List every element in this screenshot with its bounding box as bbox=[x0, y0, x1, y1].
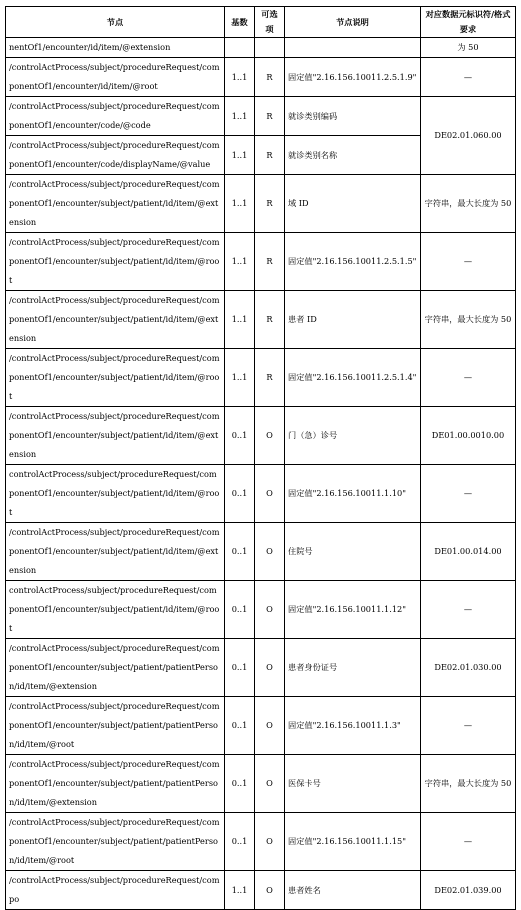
standard-cell: DE01.00.014.00 bbox=[421, 523, 516, 581]
cardinality-cell: 0..1 bbox=[225, 697, 255, 755]
description-cell: 固定值"2.16.156.10011.2.5.1.4" bbox=[285, 349, 421, 407]
optional-cell: O bbox=[255, 523, 285, 581]
cardinality-cell: 0..1 bbox=[225, 813, 255, 871]
optional-cell: O bbox=[255, 755, 285, 813]
standard-cell: 为 50 bbox=[421, 38, 516, 58]
header-standard: 对应数据元标识符/格式要求 bbox=[421, 7, 516, 38]
node-path-cell: /controlActProcess/subject/procedureRequest/componentOf1/encounter/code/displayName/@value bbox=[6, 136, 225, 175]
standard-cell: 字符串，最大长度为 50 bbox=[421, 175, 516, 233]
table-row bbox=[6, 291, 516, 349]
table-row bbox=[6, 233, 516, 291]
cardinality-cell: 0..1 bbox=[225, 407, 255, 465]
optional-cell bbox=[255, 38, 285, 58]
table-row bbox=[6, 813, 516, 871]
description-cell: 固定值"2.16.156.10011.2.5.1.9" bbox=[285, 58, 421, 97]
optional-cell: O bbox=[255, 639, 285, 697]
description-cell: 固定值"2.16.156.10011.1.10" bbox=[285, 465, 421, 523]
cardinality-cell: 1..1 bbox=[225, 871, 255, 910]
cardinality-cell: 0..1 bbox=[225, 465, 255, 523]
cardinality-cell: 1..1 bbox=[225, 291, 255, 349]
header-optional: 可选项 bbox=[255, 7, 285, 38]
optional-cell: O bbox=[255, 581, 285, 639]
optional-cell: R bbox=[255, 175, 285, 233]
node-path-cell: /controlActProcess/subject/procedureRequest/componentOf1/encounter/subject/patient/patientPerson/id/item/@root bbox=[6, 697, 225, 755]
standard-cell: — bbox=[421, 58, 516, 97]
table-row bbox=[6, 755, 516, 813]
table-row bbox=[6, 523, 516, 581]
table-row bbox=[6, 465, 516, 523]
node-path-cell: /controlActProcess/subject/procedureRequest/componentOf1/encounter/subject/patient/id/item/@extension bbox=[6, 175, 225, 233]
cardinality-cell: 1..1 bbox=[225, 349, 255, 407]
description-cell: 固定值"2.16.156.10011.1.3" bbox=[285, 697, 421, 755]
node-path-cell: /controlActProcess/subject/procedureRequest/componentOf1/encounter/subject/patient/patientPerson/id/item/@root bbox=[6, 813, 225, 871]
description-cell bbox=[285, 38, 421, 58]
table-row bbox=[6, 581, 516, 639]
cardinality-cell bbox=[225, 38, 255, 58]
table-row bbox=[6, 871, 516, 910]
node-path-cell: /controlActProcess/subject/procedureRequest/componentOf1/encounter/id/item/@root bbox=[6, 58, 225, 97]
description-cell: 患者姓名 bbox=[285, 871, 421, 910]
description-cell: 门（急）诊号 bbox=[285, 407, 421, 465]
cardinality-cell: 1..1 bbox=[225, 233, 255, 291]
cardinality-cell: 0..1 bbox=[225, 639, 255, 697]
standard-cell: 字符串，最大长度为 50 bbox=[421, 291, 516, 349]
node-path-cell: /controlActProcess/subject/procedureRequest/componentOf1/encounter/subject/patient/id/item/@extension bbox=[6, 523, 225, 581]
node-path-cell: /controlActProcess/subject/procedureRequest/componentOf1/encounter/code/@code bbox=[6, 97, 225, 136]
node-path-cell: /controlActProcess/subject/procedureRequest/componentOf1/encounter/subject/patient/id/item/@extension bbox=[6, 407, 225, 465]
node-path-cell: /controlActProcess/subject/procedureRequest/componentOf1/encounter/subject/patient/id/item/@root bbox=[6, 233, 225, 291]
description-cell: 住院号 bbox=[285, 523, 421, 581]
node-path-cell: controlActProcess/subject/procedureRequest/componentOf1/encounter/subject/patient/id/item/@root bbox=[6, 465, 225, 523]
standard-cell: DE02.01.060.00 bbox=[421, 97, 516, 175]
standard-cell: 字符串，最大长度为 50 bbox=[421, 755, 516, 813]
optional-cell: R bbox=[255, 97, 285, 136]
cardinality-cell: 0..1 bbox=[225, 755, 255, 813]
cardinality-cell: 0..1 bbox=[225, 523, 255, 581]
description-cell: 医保卡号 bbox=[285, 755, 421, 813]
header-row bbox=[6, 7, 516, 38]
cardinality-cell: 1..1 bbox=[225, 58, 255, 97]
table-row bbox=[6, 349, 516, 407]
node-path-cell: /controlActProcess/subject/procedureRequest/componentOf1/encounter/subject/patient/patientPerson/id/item/@extension bbox=[6, 755, 225, 813]
table-row bbox=[6, 97, 516, 136]
description-cell: 患者身份证号 bbox=[285, 639, 421, 697]
header-description: 节点说明 bbox=[285, 7, 421, 38]
node-path-cell: /controlActProcess/subject/procedureRequest/componentOf1/encounter/subject/patient/patientPerson/id/item/@extension bbox=[6, 639, 225, 697]
optional-cell: R bbox=[255, 58, 285, 97]
node-path-cell: /controlActProcess/subject/procedureRequest/compo bbox=[6, 871, 225, 910]
description-cell: 固定值"2.16.156.10011.2.5.1.5" bbox=[285, 233, 421, 291]
cardinality-cell: 1..1 bbox=[225, 97, 255, 136]
node-path-cell: /controlActProcess/subject/procedureRequest/componentOf1/encounter/subject/patient/id/item/@extension bbox=[6, 291, 225, 349]
standard-cell: — bbox=[421, 233, 516, 291]
table-row bbox=[6, 175, 516, 233]
description-cell: 固定值"2.16.156.10011.1.12" bbox=[285, 581, 421, 639]
description-cell: 患者 ID bbox=[285, 291, 421, 349]
table-row bbox=[6, 38, 516, 58]
optional-cell: R bbox=[255, 136, 285, 175]
node-path-cell: nentOf1/encounter/id/item/@extension bbox=[6, 38, 225, 58]
optional-cell: R bbox=[255, 349, 285, 407]
header-node: 节点 bbox=[6, 7, 225, 38]
standard-cell: — bbox=[421, 465, 516, 523]
node-path-cell: /controlActProcess/subject/procedureRequest/componentOf1/encounter/subject/patient/id/item/@root bbox=[6, 349, 225, 407]
description-cell: 就诊类别名称 bbox=[285, 136, 421, 175]
description-cell: 固定值"2.16.156.10011.1.15" bbox=[285, 813, 421, 871]
standard-cell: — bbox=[421, 697, 516, 755]
optional-cell: R bbox=[255, 233, 285, 291]
standard-cell: DE02.01.039.00 bbox=[421, 871, 516, 910]
table-row bbox=[6, 639, 516, 697]
node-path-cell: controlActProcess/subject/procedureRequest/componentOf1/encounter/subject/patient/id/item/@root bbox=[6, 581, 225, 639]
table-row bbox=[6, 58, 516, 97]
cardinality-cell: 1..1 bbox=[225, 175, 255, 233]
description-cell: 域 ID bbox=[285, 175, 421, 233]
table-row bbox=[6, 407, 516, 465]
optional-cell: O bbox=[255, 465, 285, 523]
optional-cell: R bbox=[255, 291, 285, 349]
standard-cell: — bbox=[421, 581, 516, 639]
optional-cell: O bbox=[255, 407, 285, 465]
standard-cell: — bbox=[421, 813, 516, 871]
optional-cell: O bbox=[255, 697, 285, 755]
cardinality-cell: 0..1 bbox=[225, 581, 255, 639]
standard-cell: — bbox=[421, 349, 516, 407]
field-spec-table bbox=[5, 6, 516, 910]
description-cell: 就诊类别编码 bbox=[285, 97, 421, 136]
header-cardinality: 基数 bbox=[225, 7, 255, 38]
standard-cell: DE02.01.030.00 bbox=[421, 639, 516, 697]
standard-cell: DE01.00.0010.00 bbox=[421, 407, 516, 465]
optional-cell: O bbox=[255, 813, 285, 871]
cardinality-cell: 1..1 bbox=[225, 136, 255, 175]
optional-cell: O bbox=[255, 871, 285, 910]
